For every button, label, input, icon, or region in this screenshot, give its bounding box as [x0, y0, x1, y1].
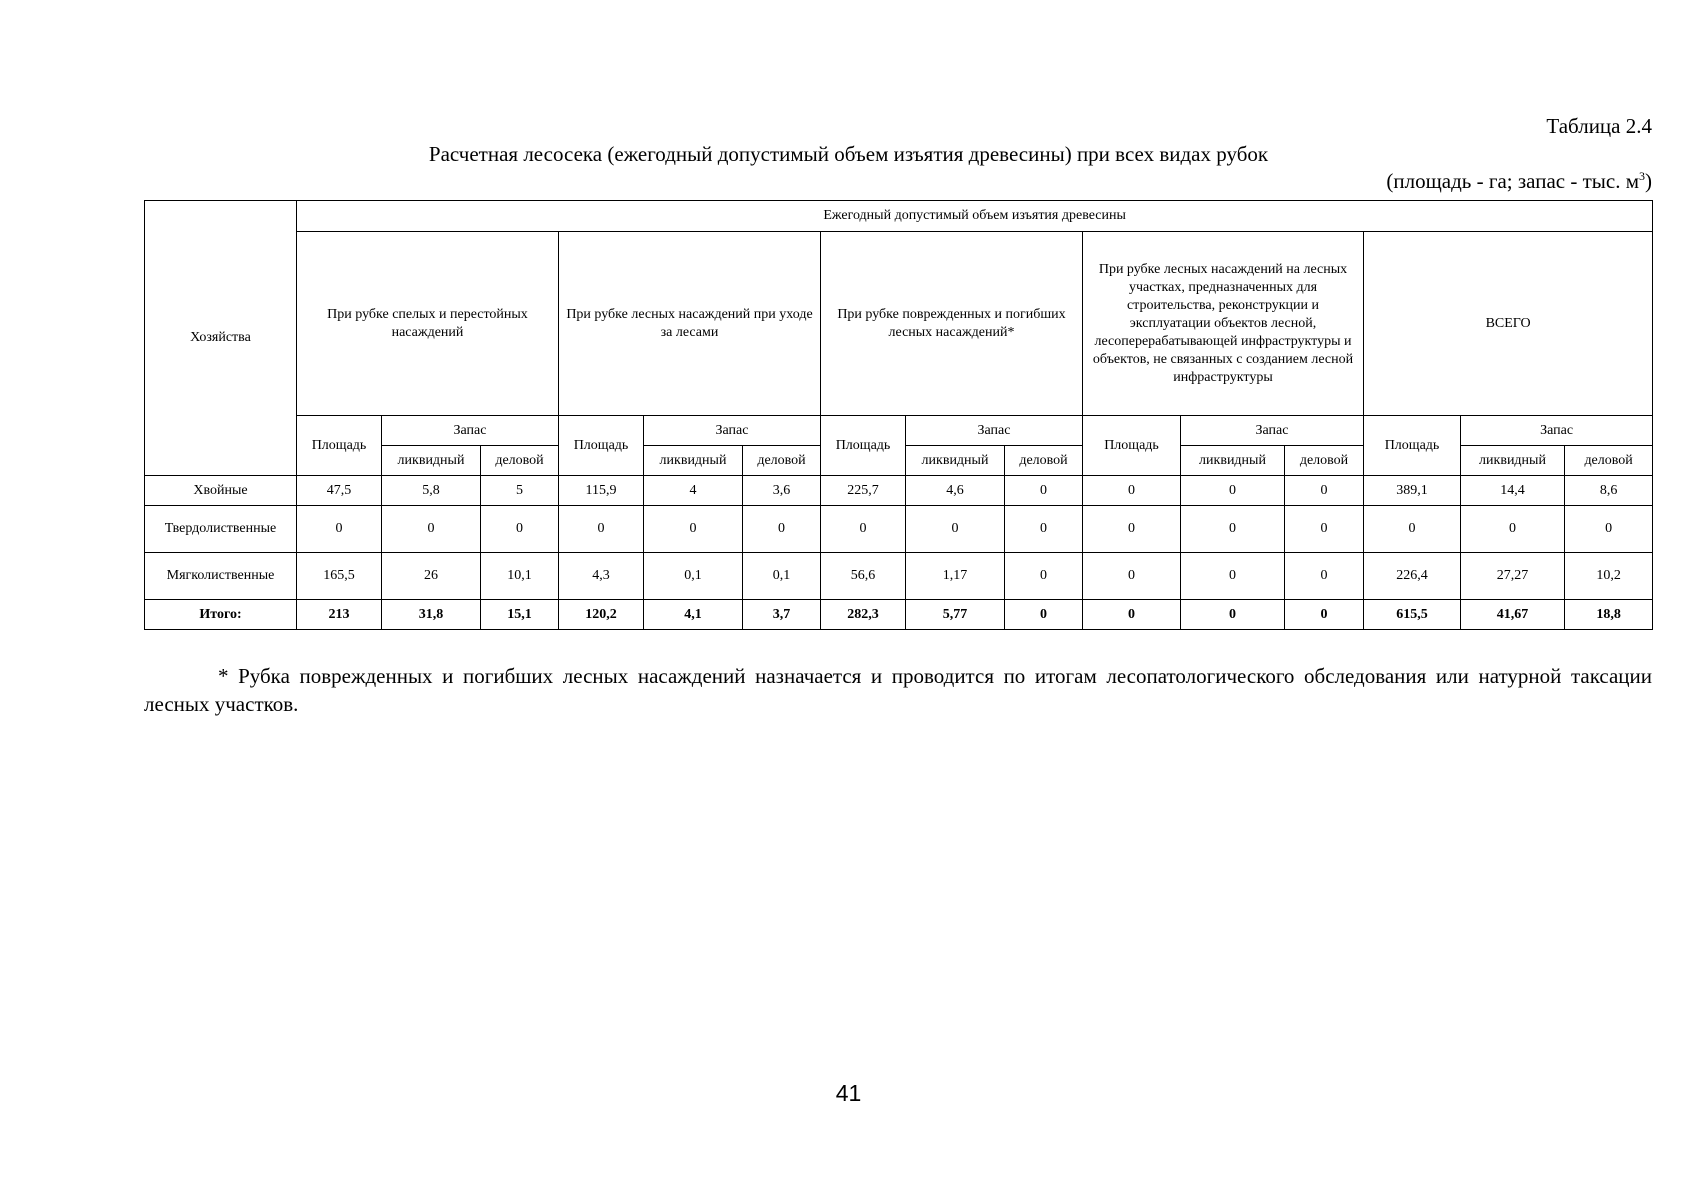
table-cell: 26 [382, 553, 481, 600]
group-header-care: При рубке лесных насаждений при уходе за лесами [559, 232, 821, 416]
header-farms: Хозяйства [145, 201, 297, 476]
table-row [145, 506, 1653, 553]
table-row [145, 553, 1653, 600]
table-title: Расчетная лесосека (ежегодный допустимый объем изъятия древесины) при всех видах рубок [428, 142, 1269, 166]
allowable-cut-table [144, 200, 1653, 630]
table-cell: 0 [1005, 476, 1083, 506]
table-cell: 0 [382, 506, 481, 553]
table-cell: 0 [1005, 553, 1083, 600]
table-cell: 389,1 [1364, 476, 1461, 506]
table-cell: 0 [1083, 553, 1181, 600]
page-number: 41 [835, 1080, 862, 1106]
table-cell: 5,8 [382, 476, 481, 506]
table-cell: 56,6 [821, 553, 906, 600]
table-cell: 1,17 [906, 553, 1005, 600]
table-cell: 41,67 [1461, 600, 1565, 630]
table-units [1386, 169, 1652, 194]
table-cell: 0 [906, 506, 1005, 553]
group-header-mature: При рубке спелых и перестойных насаждений [297, 232, 559, 416]
subheader-area: Площадь [1364, 416, 1461, 476]
table-cell: 3,7 [743, 600, 821, 630]
subheader-liquid: ликвидный [382, 446, 481, 476]
table-cell: 0 [1083, 600, 1181, 630]
table-cell: 0,1 [644, 553, 743, 600]
subheader-area: Площадь [559, 416, 644, 476]
table-row [145, 476, 1653, 506]
table-cell: 0 [644, 506, 743, 553]
row-label: Хвойные [145, 476, 297, 506]
table-cell: 226,4 [1364, 553, 1461, 600]
subheader-stock: Запас [1461, 416, 1653, 446]
table-cell: 0 [1181, 476, 1285, 506]
table-cell: 3,6 [743, 476, 821, 506]
subheader-area: Площадь [297, 416, 382, 476]
table-cell: 0 [1364, 506, 1461, 553]
table-cell: 0 [1461, 506, 1565, 553]
subheader-stock: Запас [382, 416, 559, 446]
table-cell: 115,9 [559, 476, 644, 506]
table-number-label: Таблица 2.4 [1546, 114, 1652, 138]
table-cell: 0 [1181, 553, 1285, 600]
table-cell: 0 [1285, 506, 1364, 553]
table-cell: 0 [1285, 476, 1364, 506]
table-cell: 47,5 [297, 476, 382, 506]
table-cell: 10,1 [481, 553, 559, 600]
table-cell: 225,7 [821, 476, 906, 506]
table-cell: 4,3 [559, 553, 644, 600]
table-cell: 14,4 [1461, 476, 1565, 506]
table-cell: 282,3 [821, 600, 906, 630]
table-cell: 10,2 [1565, 553, 1653, 600]
table-cell: 165,5 [297, 553, 382, 600]
subheader-liquid: ликвидный [1461, 446, 1565, 476]
table-cell: 0,1 [743, 553, 821, 600]
footnote: * Рубка поврежденных и погибших лесных насаждений назначается и проводится по итогам лесопатологического обследования или натурной таксации лесных участков. [144, 664, 1652, 716]
table-cell: 0 [1181, 600, 1285, 630]
subheader-liquid: ликвидный [644, 446, 743, 476]
subheader-stock: Запас [644, 416, 821, 446]
table-cell: 8,6 [1565, 476, 1653, 506]
units-suffix: ) [1645, 169, 1652, 193]
table-cell: 5 [481, 476, 559, 506]
subheader-business: деловой [1285, 446, 1364, 476]
table-cell: 0 [1083, 476, 1181, 506]
table-cell: 0 [1285, 553, 1364, 600]
subheader-business: деловой [1005, 446, 1083, 476]
header-annual-volume: Ежегодный допустимый объем изъятия древесины [297, 201, 1653, 232]
subheader-business: деловой [743, 446, 821, 476]
table-cell: 615,5 [1364, 600, 1461, 630]
table-body [145, 476, 1653, 630]
table-cell: 0 [821, 506, 906, 553]
group-header-construction: При рубке лесных насаждений на лесных участках, предназначенных для строительства, реконструкции и эксплуатации объектов лесной, лесоперерабатывающей инфраструктуры и объектов, не связанных с созданием лесной инфраструктуры [1083, 232, 1364, 416]
table-cell: 0 [1565, 506, 1653, 553]
table-cell: 0 [1181, 506, 1285, 553]
table-cell: 120,2 [559, 600, 644, 630]
row-label: Твердолиственные [145, 506, 297, 553]
subheader-area: Площадь [821, 416, 906, 476]
table-cell: 27,27 [1461, 553, 1565, 600]
table-cell: 0 [1285, 600, 1364, 630]
subheader-stock: Запас [1181, 416, 1364, 446]
table-cell: 31,8 [382, 600, 481, 630]
table-cell: 0 [743, 506, 821, 553]
table-cell: 18,8 [1565, 600, 1653, 630]
group-header-damaged: При рубке поврежденных и погибших лесных насаждений* [821, 232, 1083, 416]
table-cell: 0 [1005, 506, 1083, 553]
table-cell: 15,1 [481, 600, 559, 630]
table-cell: 0 [559, 506, 644, 553]
subheader-area: Площадь [1083, 416, 1181, 476]
group-header-total: ВСЕГО [1364, 232, 1653, 416]
subheader-liquid: ликвидный [906, 446, 1005, 476]
row-label: Мягколиственные [145, 553, 297, 600]
row-label: Итого: [145, 600, 297, 630]
table-cell: 4,6 [906, 476, 1005, 506]
table-cell: 4 [644, 476, 743, 506]
total-row [145, 600, 1653, 630]
table-cell: 0 [297, 506, 382, 553]
table-cell: 0 [1005, 600, 1083, 630]
units-prefix: (площадь - га; запас - тыс. м [1386, 169, 1639, 193]
subheader-liquid: ликвидный [1181, 446, 1285, 476]
table-cell: 4,1 [644, 600, 743, 630]
units-superscript: 3 [1639, 169, 1645, 183]
subheader-business: деловой [1565, 446, 1653, 476]
table-cell: 213 [297, 600, 382, 630]
table-cell: 0 [481, 506, 559, 553]
subheader-stock: Запас [906, 416, 1083, 446]
subheader-business: деловой [481, 446, 559, 476]
table-cell: 0 [1083, 506, 1181, 553]
table-cell: 5,77 [906, 600, 1005, 630]
